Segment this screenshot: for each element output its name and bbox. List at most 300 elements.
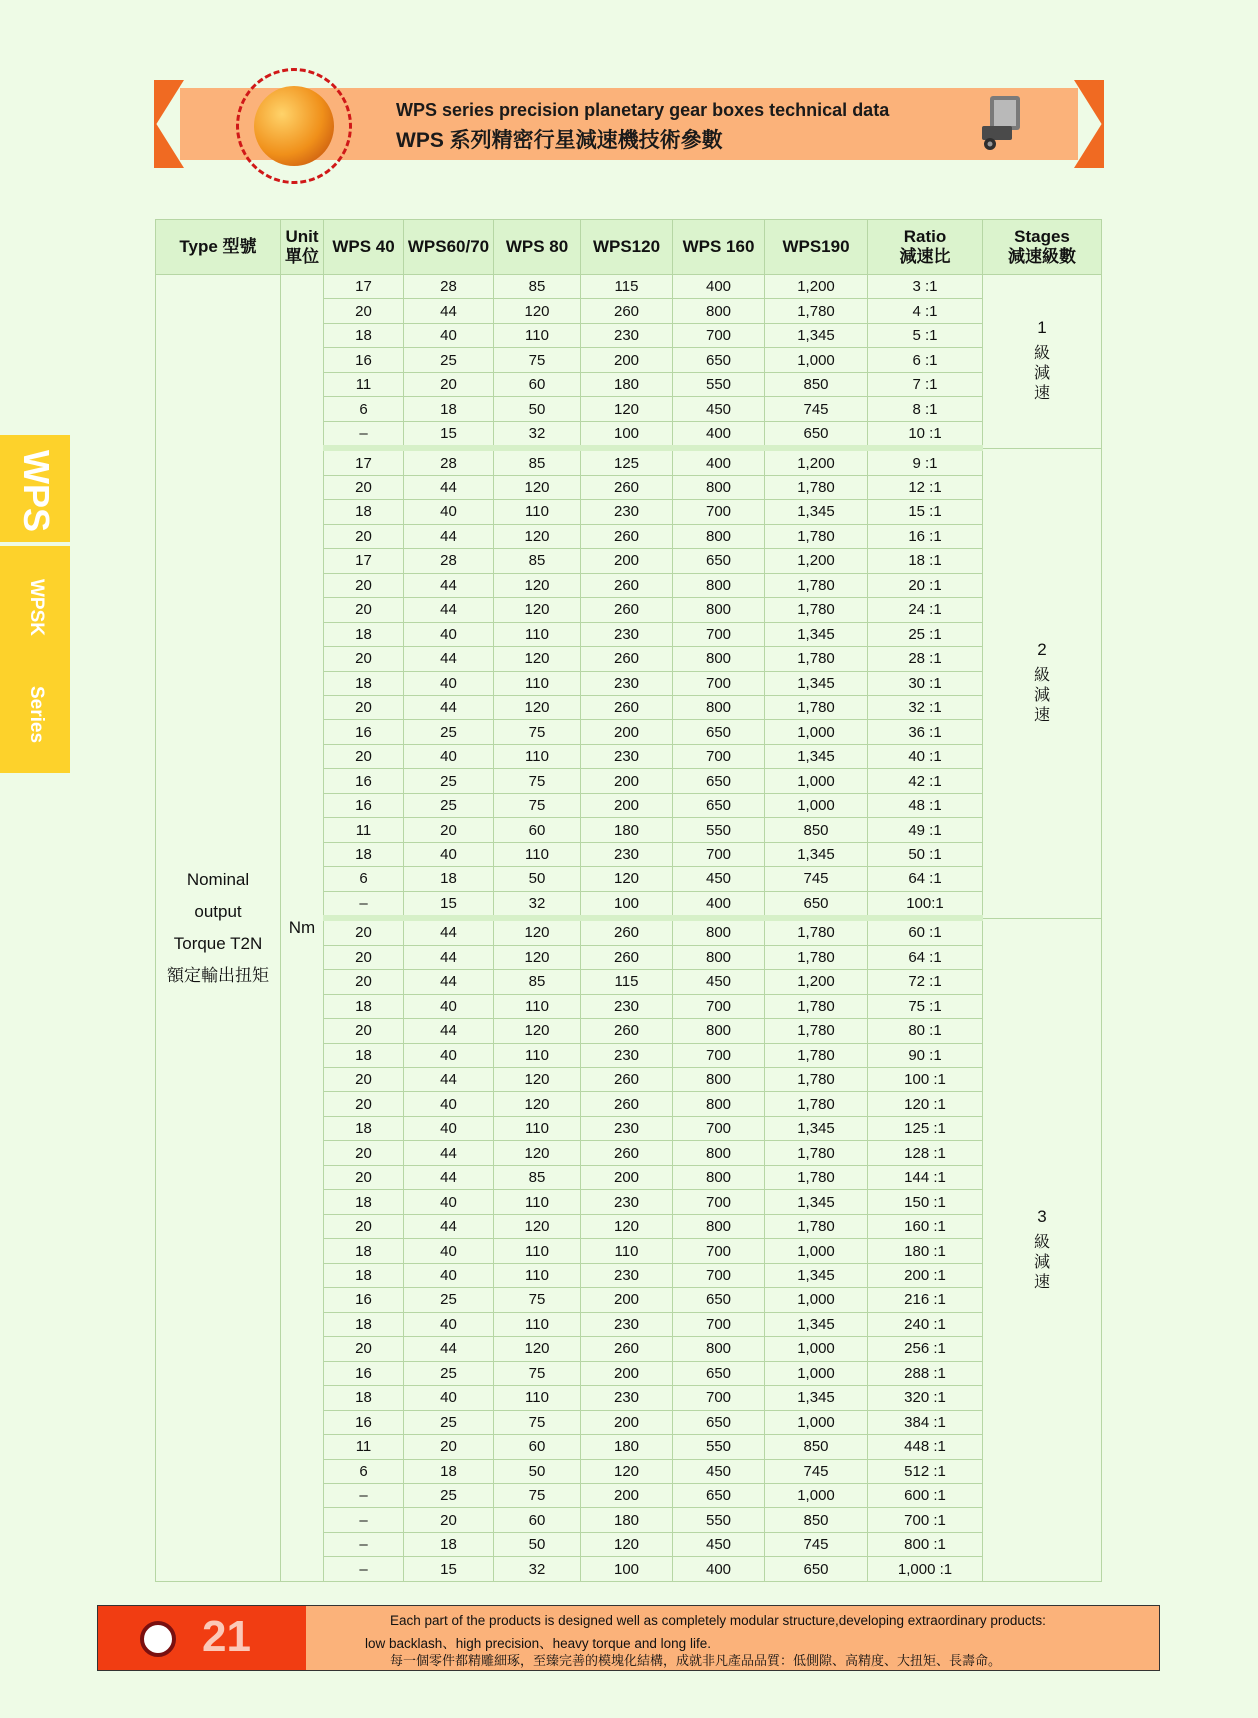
value-cell: 260	[581, 695, 673, 719]
value-cell: 110	[494, 744, 581, 768]
value-cell: 800	[673, 299, 765, 323]
ratio-value: 64 :1	[908, 948, 942, 966]
ratio-value: 700 :1	[904, 1511, 946, 1529]
value-cell: 85	[494, 1165, 581, 1189]
value-cell: 110	[494, 994, 581, 1018]
value-cell: 25	[404, 1288, 494, 1312]
value-cell: 20	[324, 1165, 404, 1189]
ratio-value: 3 :1	[912, 278, 938, 296]
ratio-value: 5 :1	[912, 327, 938, 345]
value-cell: 120	[494, 524, 581, 548]
value-cell: 260	[581, 1337, 673, 1361]
ratio-cell	[868, 744, 983, 768]
value-cell: 700	[673, 1116, 765, 1140]
ratio-value: 64 :1	[908, 870, 942, 888]
value-cell: 20	[324, 524, 404, 548]
value-cell: 32	[494, 421, 581, 448]
ratio-value: 125 :1	[904, 1120, 946, 1138]
value-cell: 18	[324, 323, 404, 347]
ratio-cell	[868, 1361, 983, 1385]
ratio-cell	[868, 720, 983, 744]
stage-number: 1	[1037, 318, 1047, 338]
page-title-en: WPS series precision planetary gear boxes technical data	[396, 100, 890, 120]
value-cell: 650	[673, 769, 765, 793]
value-cell: 260	[581, 475, 673, 499]
value-cell: 230	[581, 323, 673, 347]
value-cell: 50	[494, 397, 581, 421]
ratio-value: 90 :1	[908, 1046, 942, 1064]
value-cell: 15	[404, 421, 494, 448]
value-cell: 1,345	[765, 1386, 868, 1410]
ratio-cell	[868, 1190, 983, 1214]
value-cell: 650	[673, 1410, 765, 1434]
value-cell: 18	[324, 500, 404, 524]
ratio-value: 100 :1	[904, 1071, 946, 1089]
value-cell: 230	[581, 994, 673, 1018]
value-cell: 230	[581, 500, 673, 524]
value-cell: 200	[581, 769, 673, 793]
gearbox-product-icon	[976, 92, 1024, 152]
value-cell: 700	[673, 1263, 765, 1287]
ratio-value: 36 :1	[908, 723, 942, 741]
stage-label-char: 減	[1033, 365, 1050, 383]
company-logo-icon	[140, 1621, 176, 1657]
ratio-cell	[868, 867, 983, 891]
value-cell: –	[324, 1508, 404, 1532]
value-cell: 120	[581, 397, 673, 421]
value-cell: 110	[494, 1386, 581, 1410]
value-cell: 40	[404, 671, 494, 695]
ratio-value: 288 :1	[904, 1364, 946, 1382]
value-cell: 100	[581, 1557, 673, 1581]
footer-text-line2: low backlash、high precision、heavy torque and long life.	[365, 1636, 711, 1651]
value-cell: 260	[581, 918, 673, 945]
value-cell: 44	[404, 1141, 494, 1165]
value-cell: 40	[404, 1043, 494, 1067]
ratio-value: 8 :1	[912, 400, 938, 418]
value-cell: 110	[494, 671, 581, 695]
value-cell: 1,345	[765, 1190, 868, 1214]
row-label-line: Torque T2N	[173, 933, 263, 953]
value-cell: 800	[673, 695, 765, 719]
value-cell: 200	[581, 1361, 673, 1385]
value-cell: 16	[324, 793, 404, 817]
value-cell: 650	[673, 549, 765, 573]
value-cell: 180	[581, 372, 673, 396]
value-cell: 230	[581, 1116, 673, 1140]
value-cell: 700	[673, 1190, 765, 1214]
value-cell: 44	[404, 1019, 494, 1043]
value-cell: 800	[673, 1141, 765, 1165]
ratio-cell	[868, 1239, 983, 1263]
value-cell: 40	[404, 323, 494, 347]
value-cell: 450	[673, 970, 765, 994]
value-cell: 180	[581, 1508, 673, 1532]
value-cell: 1,345	[765, 1116, 868, 1140]
value-cell: 17	[324, 275, 404, 299]
ratio-value: 80 :1	[908, 1022, 942, 1040]
value-cell: 400	[673, 891, 765, 918]
value-cell: 44	[404, 1337, 494, 1361]
value-cell: 700	[673, 622, 765, 646]
value-cell: 16	[324, 769, 404, 793]
value-cell: 1,000	[765, 1410, 868, 1434]
value-cell: 1,780	[765, 994, 868, 1018]
value-cell: 1,000	[765, 1337, 868, 1361]
ratio-value: 40 :1	[908, 748, 942, 766]
ratio-value: 180 :1	[904, 1242, 946, 1260]
ratio-value: 144 :1	[904, 1169, 946, 1187]
value-cell: 260	[581, 573, 673, 597]
value-cell: 200	[581, 549, 673, 573]
value-cell: 745	[765, 867, 868, 891]
ratio-value: 600 :1	[904, 1487, 946, 1505]
value-cell: 120	[494, 695, 581, 719]
value-cell: 6	[324, 867, 404, 891]
value-cell: 75	[494, 1361, 581, 1385]
value-cell: 800	[673, 945, 765, 969]
value-cell: 550	[673, 818, 765, 842]
footer-text-line3: 每一個零件都精雕細琢，至臻完善的模塊化結構，成就非凡產品品質：低側隙、高精度、大扭矩、長壽命。	[390, 1653, 1002, 1668]
column-header: Stages 減速級數	[983, 220, 1102, 275]
value-cell: 1,200	[765, 970, 868, 994]
column-header: WPS190	[765, 220, 868, 275]
value-cell: –	[324, 1483, 404, 1507]
ratio-cell	[868, 549, 983, 573]
value-cell: 125	[581, 448, 673, 475]
ratio-value: 24 :1	[908, 601, 942, 619]
ratio-cell	[868, 372, 983, 396]
value-cell: 20	[324, 970, 404, 994]
ratio-cell	[868, 842, 983, 866]
value-cell: 25	[404, 793, 494, 817]
value-cell: 75	[494, 793, 581, 817]
ratio-value: 9 :1	[912, 454, 938, 472]
value-cell: 800	[673, 918, 765, 945]
value-cell: 200	[581, 720, 673, 744]
value-cell: 20	[404, 1435, 494, 1459]
value-cell: 800	[673, 524, 765, 548]
column-header: Ratio 減速比	[868, 220, 983, 275]
ratio-value: 25 :1	[908, 625, 942, 643]
value-cell: 260	[581, 1141, 673, 1165]
ratio-cell	[868, 348, 983, 372]
value-cell: 120	[494, 945, 581, 969]
value-cell: 1,000	[765, 348, 868, 372]
value-cell: 400	[673, 448, 765, 475]
row-label-line: 額定輸出扭矩	[167, 965, 269, 985]
value-cell: 44	[404, 524, 494, 548]
ratio-value: 18 :1	[908, 552, 942, 570]
value-cell: 50	[494, 1459, 581, 1483]
value-cell: 44	[404, 970, 494, 994]
value-cell: 75	[494, 720, 581, 744]
value-cell: 18	[324, 1043, 404, 1067]
value-cell: 16	[324, 1361, 404, 1385]
value-cell: 1,780	[765, 475, 868, 499]
value-cell: 230	[581, 1386, 673, 1410]
value-cell: 1,780	[765, 918, 868, 945]
value-cell: 1,780	[765, 647, 868, 671]
value-cell: 450	[673, 867, 765, 891]
value-cell: 700	[673, 500, 765, 524]
value-cell: 44	[404, 475, 494, 499]
banner-right-arrow	[1074, 80, 1104, 168]
value-cell: 200	[581, 793, 673, 817]
value-cell: 20	[404, 1508, 494, 1532]
value-cell: 800	[673, 647, 765, 671]
value-cell: 18	[404, 867, 494, 891]
value-cell: 700	[673, 1043, 765, 1067]
value-cell: –	[324, 891, 404, 918]
value-cell: 1,000	[765, 1361, 868, 1385]
ratio-cell	[868, 1508, 983, 1532]
value-cell: 260	[581, 1068, 673, 1092]
ratio-value: 512 :1	[904, 1462, 946, 1480]
value-cell: 15	[404, 891, 494, 918]
value-cell: 120	[494, 1141, 581, 1165]
value-cell: 20	[324, 1337, 404, 1361]
value-cell: 18	[324, 671, 404, 695]
ratio-value: 448 :1	[904, 1438, 946, 1456]
ratio-value: 6 :1	[912, 351, 938, 369]
value-cell: 44	[404, 647, 494, 671]
ratio-cell	[868, 994, 983, 1018]
value-cell: 800	[673, 598, 765, 622]
value-cell: 850	[765, 372, 868, 396]
value-cell: 44	[404, 1214, 494, 1238]
ratio-value: 160 :1	[904, 1218, 946, 1236]
ratio-cell	[868, 769, 983, 793]
value-cell: 1,780	[765, 573, 868, 597]
ratio-cell	[868, 275, 983, 299]
stage-label-char: 級	[1033, 667, 1050, 685]
value-cell: 60	[494, 1435, 581, 1459]
value-cell: 700	[673, 1312, 765, 1336]
value-cell: 20	[324, 918, 404, 945]
value-cell: 120	[494, 598, 581, 622]
value-cell: 800	[673, 1214, 765, 1238]
value-cell: 260	[581, 647, 673, 671]
value-cell: 1,780	[765, 945, 868, 969]
value-cell: 110	[494, 1239, 581, 1263]
value-cell: 44	[404, 299, 494, 323]
value-cell: 75	[494, 1288, 581, 1312]
value-cell: 100	[581, 891, 673, 918]
value-cell: 1,200	[765, 549, 868, 573]
ratio-cell	[868, 918, 983, 945]
ratio-value: 384 :1	[904, 1413, 946, 1431]
stage-label-char: 級	[1033, 345, 1050, 363]
value-cell: 20	[324, 598, 404, 622]
table-header-row	[156, 220, 1102, 275]
globe-logo-icon	[254, 86, 334, 166]
ratio-cell	[868, 1337, 983, 1361]
value-cell: 18	[324, 1239, 404, 1263]
ratio-value: 256 :1	[904, 1340, 946, 1358]
ratio-cell	[868, 299, 983, 323]
value-cell: 110	[494, 1263, 581, 1287]
value-cell: 60	[494, 818, 581, 842]
ratio-value: 4 :1	[912, 302, 938, 320]
value-cell: –	[324, 1557, 404, 1581]
value-cell: 50	[494, 867, 581, 891]
value-cell: 1,000	[765, 769, 868, 793]
value-cell: 85	[494, 549, 581, 573]
value-cell: 25	[404, 1483, 494, 1507]
value-cell: 40	[404, 1312, 494, 1336]
value-cell: 120	[494, 573, 581, 597]
value-cell: 20	[324, 1092, 404, 1116]
value-cell: 1,000	[765, 1288, 868, 1312]
value-cell: 700	[673, 671, 765, 695]
value-cell: 16	[324, 348, 404, 372]
ratio-cell	[868, 622, 983, 646]
column-header: WPS60/70	[404, 220, 494, 275]
ratio-value: 32 :1	[908, 699, 942, 717]
column-header: WPS 80	[494, 220, 581, 275]
column-header: WPS 40	[324, 220, 404, 275]
value-cell: 120	[494, 1092, 581, 1116]
stage-cell	[983, 275, 1102, 449]
value-cell: 200	[581, 1288, 673, 1312]
value-cell: 40	[404, 1263, 494, 1287]
value-cell: 25	[404, 769, 494, 793]
ratio-cell	[868, 500, 983, 524]
value-cell: 18	[324, 1312, 404, 1336]
value-cell: 800	[673, 1092, 765, 1116]
value-cell: 75	[494, 348, 581, 372]
stage-label-char: 減	[1033, 1253, 1050, 1271]
ratio-value: 42 :1	[908, 772, 942, 790]
value-cell: 260	[581, 945, 673, 969]
value-cell: 20	[324, 573, 404, 597]
value-cell: 40	[404, 1092, 494, 1116]
value-cell: 25	[404, 1410, 494, 1434]
ratio-cell	[868, 1312, 983, 1336]
unit-cell: Nm	[281, 275, 324, 1582]
value-cell: 745	[765, 397, 868, 421]
value-cell: 700	[673, 1239, 765, 1263]
value-cell: 28	[404, 549, 494, 573]
value-cell: 450	[673, 397, 765, 421]
value-cell: 44	[404, 695, 494, 719]
value-cell: 1,345	[765, 323, 868, 347]
value-cell: 110	[494, 1190, 581, 1214]
ratio-value: 320 :1	[904, 1389, 946, 1407]
ratio-cell	[868, 1043, 983, 1067]
value-cell: 40	[404, 842, 494, 866]
value-cell: 1,780	[765, 1068, 868, 1092]
value-cell: 20	[324, 1214, 404, 1238]
value-cell: 110	[581, 1239, 673, 1263]
value-cell: 1,000	[765, 793, 868, 817]
value-cell: 230	[581, 744, 673, 768]
value-cell: –	[324, 1532, 404, 1556]
ratio-value: 216 :1	[904, 1291, 946, 1309]
value-cell: 18	[324, 1116, 404, 1140]
ratio-cell	[868, 598, 983, 622]
value-cell: 6	[324, 1459, 404, 1483]
value-cell: 20	[324, 647, 404, 671]
ratio-value: 240 :1	[904, 1315, 946, 1333]
value-cell: 44	[404, 1068, 494, 1092]
value-cell: 11	[324, 818, 404, 842]
ratio-value: 7 :1	[912, 376, 938, 394]
value-cell: 44	[404, 945, 494, 969]
value-cell: 75	[494, 1483, 581, 1507]
value-cell: 120	[494, 647, 581, 671]
ratio-cell	[868, 1386, 983, 1410]
value-cell: 800	[673, 475, 765, 499]
value-cell: 44	[404, 918, 494, 945]
value-cell: 450	[673, 1532, 765, 1556]
value-cell: 50	[494, 1532, 581, 1556]
value-cell: 650	[673, 720, 765, 744]
stage-number: 2	[1037, 640, 1047, 660]
value-cell: 20	[404, 818, 494, 842]
value-cell: 650	[673, 1483, 765, 1507]
value-cell: 650	[765, 891, 868, 918]
value-cell: 650	[765, 1557, 868, 1581]
value-cell: 1,780	[765, 1141, 868, 1165]
value-cell: 120	[494, 1068, 581, 1092]
ratio-value: 150 :1	[904, 1193, 946, 1211]
column-header: Unit 單位	[281, 220, 324, 275]
value-cell: 260	[581, 1019, 673, 1043]
side-tab-tertiary: Series	[26, 686, 47, 744]
value-cell: 400	[673, 275, 765, 299]
ratio-value: 75 :1	[908, 997, 942, 1015]
ratio-cell	[868, 945, 983, 969]
value-cell: 180	[581, 818, 673, 842]
value-cell: 260	[581, 299, 673, 323]
ratio-cell	[868, 1116, 983, 1140]
value-cell: 850	[765, 818, 868, 842]
value-cell: 550	[673, 372, 765, 396]
value-cell: 120	[581, 1214, 673, 1238]
value-cell: 400	[673, 421, 765, 448]
value-cell: 700	[673, 323, 765, 347]
value-cell: 700	[673, 994, 765, 1018]
value-cell: 1,345	[765, 500, 868, 524]
value-cell: 1,345	[765, 1263, 868, 1287]
value-cell: 40	[404, 1239, 494, 1263]
value-cell: 120	[581, 1532, 673, 1556]
ratio-value: 12 :1	[908, 478, 942, 496]
value-cell: 40	[404, 622, 494, 646]
value-cell: 230	[581, 1190, 673, 1214]
header-banner	[154, 80, 1104, 168]
value-cell: 85	[494, 970, 581, 994]
value-cell: 11	[324, 372, 404, 396]
value-cell: 32	[494, 891, 581, 918]
value-cell: 230	[581, 1043, 673, 1067]
stage-label-char: 減	[1033, 687, 1050, 705]
value-cell: 20	[404, 372, 494, 396]
value-cell: 32	[494, 1557, 581, 1581]
value-cell: 25	[404, 1361, 494, 1385]
ratio-value: 1,000 :1	[897, 1560, 953, 1578]
ratio-cell	[868, 397, 983, 421]
value-cell: 745	[765, 1459, 868, 1483]
value-cell: 1,345	[765, 744, 868, 768]
value-cell: 1,345	[765, 671, 868, 695]
value-cell: 20	[324, 475, 404, 499]
row-label-cell	[156, 275, 281, 1582]
value-cell: 75	[494, 769, 581, 793]
value-cell: 44	[404, 1165, 494, 1189]
